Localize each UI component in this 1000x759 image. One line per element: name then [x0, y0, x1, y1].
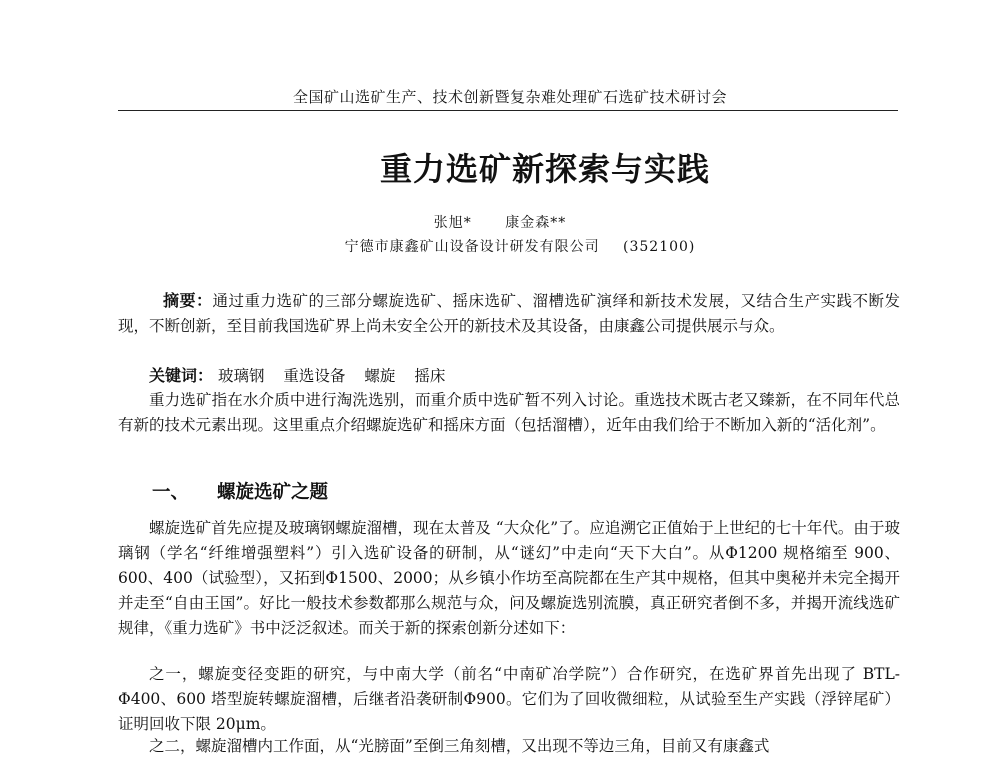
affiliation-name: 宁德市康鑫矿山设备设计研发有限公司 — [344, 239, 600, 255]
authors — [0, 212, 1000, 232]
abstract-label: 摘要： — [163, 291, 213, 310]
abstract-text: 通过重力选矿的三部分螺旋选矿、摇床选矿、溜槽选矿演绎和新技术发展，又结合生产实践不断发现，不断创新，至目前我国选矿界上尚未安全公开的新技术及其设备，由康鑫公司提供展示与众。 — [118, 292, 900, 335]
body-paragraph-3: 之二，螺旋溜槽内工作面，从“光膀面”至倒三角刻槽，又出现不等边三角，目前又有康鑫式 — [149, 737, 770, 755]
header-rule — [118, 110, 898, 111]
keyword-3: 螺旋 — [364, 367, 396, 385]
affiliation — [0, 236, 1000, 256]
intro-paragraph: 重力选矿指在水介质中进行淘洗选别，而重介质中选矿暂不列入讨论。重选技术既古老又臻新，在不同年代总有新的技术元素出现。这里重点介绍螺旋选矿和摇床方面（包括溜槽），近年由我们给于不断加入新的“活化剂”。 — [118, 391, 900, 434]
author-2: 康金森** — [505, 215, 567, 231]
section-title: 螺旋选矿之题 — [217, 482, 329, 503]
keyword-1: 玻璃钢 — [217, 367, 265, 385]
paper-title: 重力选矿新探索与实践 — [379, 150, 710, 188]
section-number: 一、 — [152, 482, 190, 503]
conference-header: 全国矿山选矿生产、技术创新暨复杂难处理矿石选矿技术研讨会 — [292, 88, 727, 106]
abstract — [118, 288, 900, 339]
keyword-4: 摇床 — [414, 367, 446, 385]
author-1: 张旭* — [433, 215, 472, 231]
body-paragraph-2: 之一，螺旋变径变距的研究，与中南大学（前名“中南矿冶学院”）合作研究，在选矿界首先出现了 BTL-Φ400、600 塔型旋转螺旋溜槽，后继者沿袭研制Φ900。它们为了回收微细粒，从试验至生产实践（浮锌尾矿）证明回收下限 20μm。 — [118, 665, 900, 733]
section-heading — [152, 478, 328, 504]
keywords — [118, 363, 900, 389]
postcode: (352100) — [623, 239, 696, 255]
keyword-2: 重选设备 — [283, 367, 346, 385]
keywords-label: 关键词： — [149, 366, 214, 385]
body-paragraph-1: 螺旋选矿首先应提及玻璃钢螺旋溜槽，现在太普及 “大众化”了。应追溯它正值始于上世纪的七十年代。由于玻璃钢（学名“纤维增强塑料”）引入选矿设备的研制，从“谜幻”中走向“天下大白”。从Φ1200 规格缩至 900、600、400（试验型），又拓到Φ1500、2000；从乡镇小作坊至高院都在生产其中规格，但其中奥秘并未完全揭开并走至“自由王国”。好比一般技术参数都那么规范与众，问及螺旋选别流膜，真正研究者倒不多，并揭开流线选矿规律，《重力选矿》书中泛泛叙述。而关于新的探索创新分述如下： — [118, 519, 900, 637]
